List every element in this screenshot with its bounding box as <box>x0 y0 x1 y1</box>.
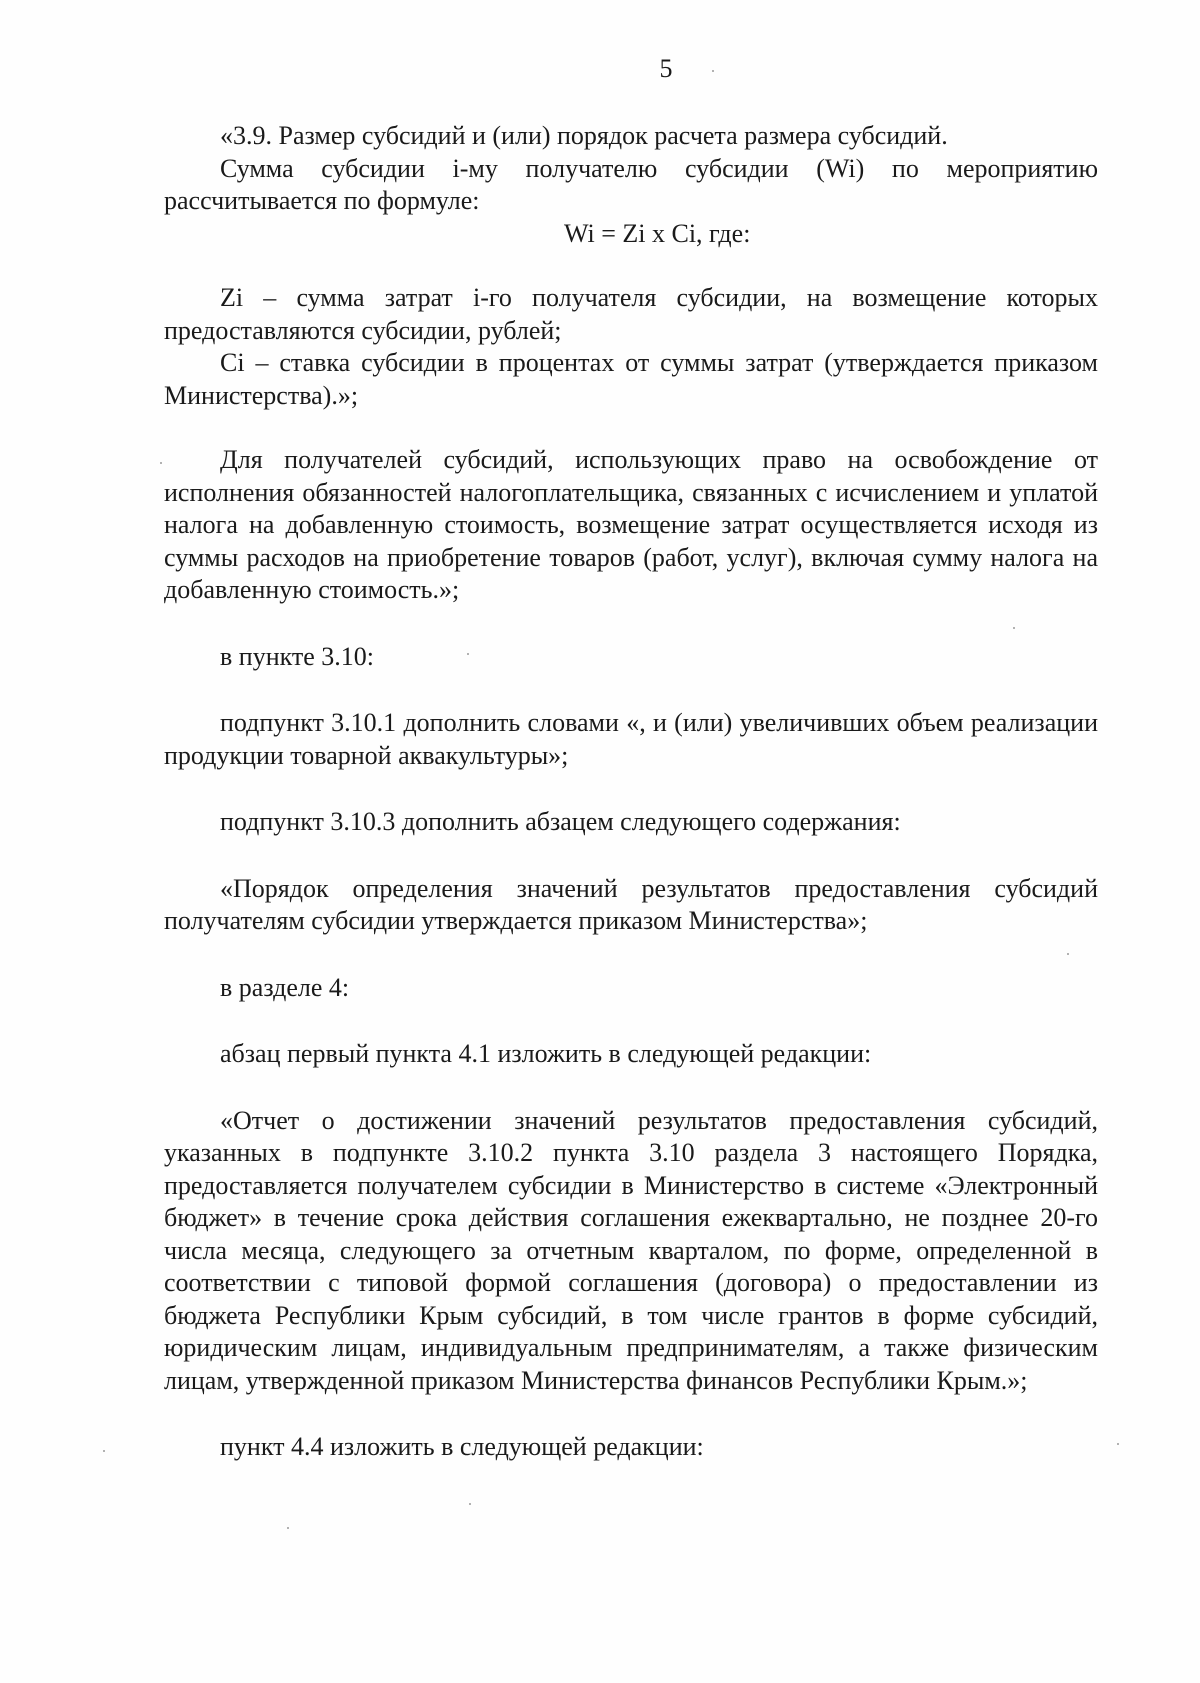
paragraph-results-procedure: «Порядок определения значений результатов предоставления субсидий получателям субсидии утверждается приказом Министерства»; <box>164 873 1098 935</box>
paragraph-clause-4-4: пункт 4.4 изложить в следующей редакции: <box>220 1432 704 1461</box>
scan-speck <box>1117 1443 1119 1445</box>
paragraph-ci-definition: Ci – ставка субсидии в процентах от суммы затрат (утверждается приказом Министерства).»; <box>164 348 1098 410</box>
paragraph-subsidy-amount: Сумма субсидии i-му получателю субсидии (Wi) по мероприятию рассчитывается по формуле: <box>164 153 1098 215</box>
section-heading-3-9: «3.9. Размер субсидий и (или) порядок расчета размера субсидий. <box>220 121 948 150</box>
paragraph-vat-exemption: Для получателей субсидий, использующих право на освобождение от исполнения обязанностей налогоплательщика, связанных с исчислением и уплатой налога на добавленную стоимость, возмещение затрат осуществляется исходя из суммы расходов на приобретение товаров (работ, услуг), включая сумму налога на добавленную стоимость.»; <box>164 445 1098 604</box>
document-body <box>164 120 1098 1464</box>
paragraph-report-text: «Отчет о достижении значений результатов предоставления субсидий, указанных в подпункте 3.10.2 пункта 3.10 раздела 3 настоящего Порядка, предоставляется получателем субсидии в Министерство в системе «Электронный бюджет» в течение срока действия соглашения ежеквартально, не позднее 20-го числа месяца, следующего за отчетным кварталом, по форме, определенной в соответствии с типовой формой соглашения (договора) о предоставлении из бюджета Республики Крым субсидий, в том числе грантов в форме субсидий, юридическим лицам, индивидуальным предпринимателям, а также физическим лицам, утвержденной приказом Министерства финансов Республики Крым.»; <box>164 1105 1098 1395</box>
paragraph-clause-3-10: в пункте 3.10: <box>220 641 375 671</box>
scan-speck <box>287 1527 289 1529</box>
scan-speck <box>467 653 469 655</box>
paragraph-clause-4-1-intro: абзац первый пункта 4.1 изложить в следующей редакции: <box>220 1039 872 1068</box>
scan-speck <box>712 70 714 72</box>
scan-speck <box>160 462 162 464</box>
scan-speck <box>1067 953 1069 955</box>
scan-speck <box>469 1503 471 1505</box>
paragraph-subclause-3-10-1: подпункт 3.10.1 дополнить словами «, и (или) увеличивших объем реализации продукции товарной аквакультуры»; <box>164 708 1098 770</box>
scan-speck <box>103 1450 105 1452</box>
page-number: 5 <box>659 54 673 83</box>
paragraph-section-4: в разделе 4: <box>220 972 350 1002</box>
formula: Wi = Zi x Ci, где: <box>564 218 751 248</box>
scan-speck <box>1013 627 1015 629</box>
paragraph-subclause-3-10-3: подпункт 3.10.3 дополнить абзацем следующего содержания: <box>220 807 901 836</box>
paragraph-zi-definition: Zi – сумма затрат i-го получателя субсидии, на возмещение которых предоставляются субсидии, рублей; <box>164 283 1098 345</box>
